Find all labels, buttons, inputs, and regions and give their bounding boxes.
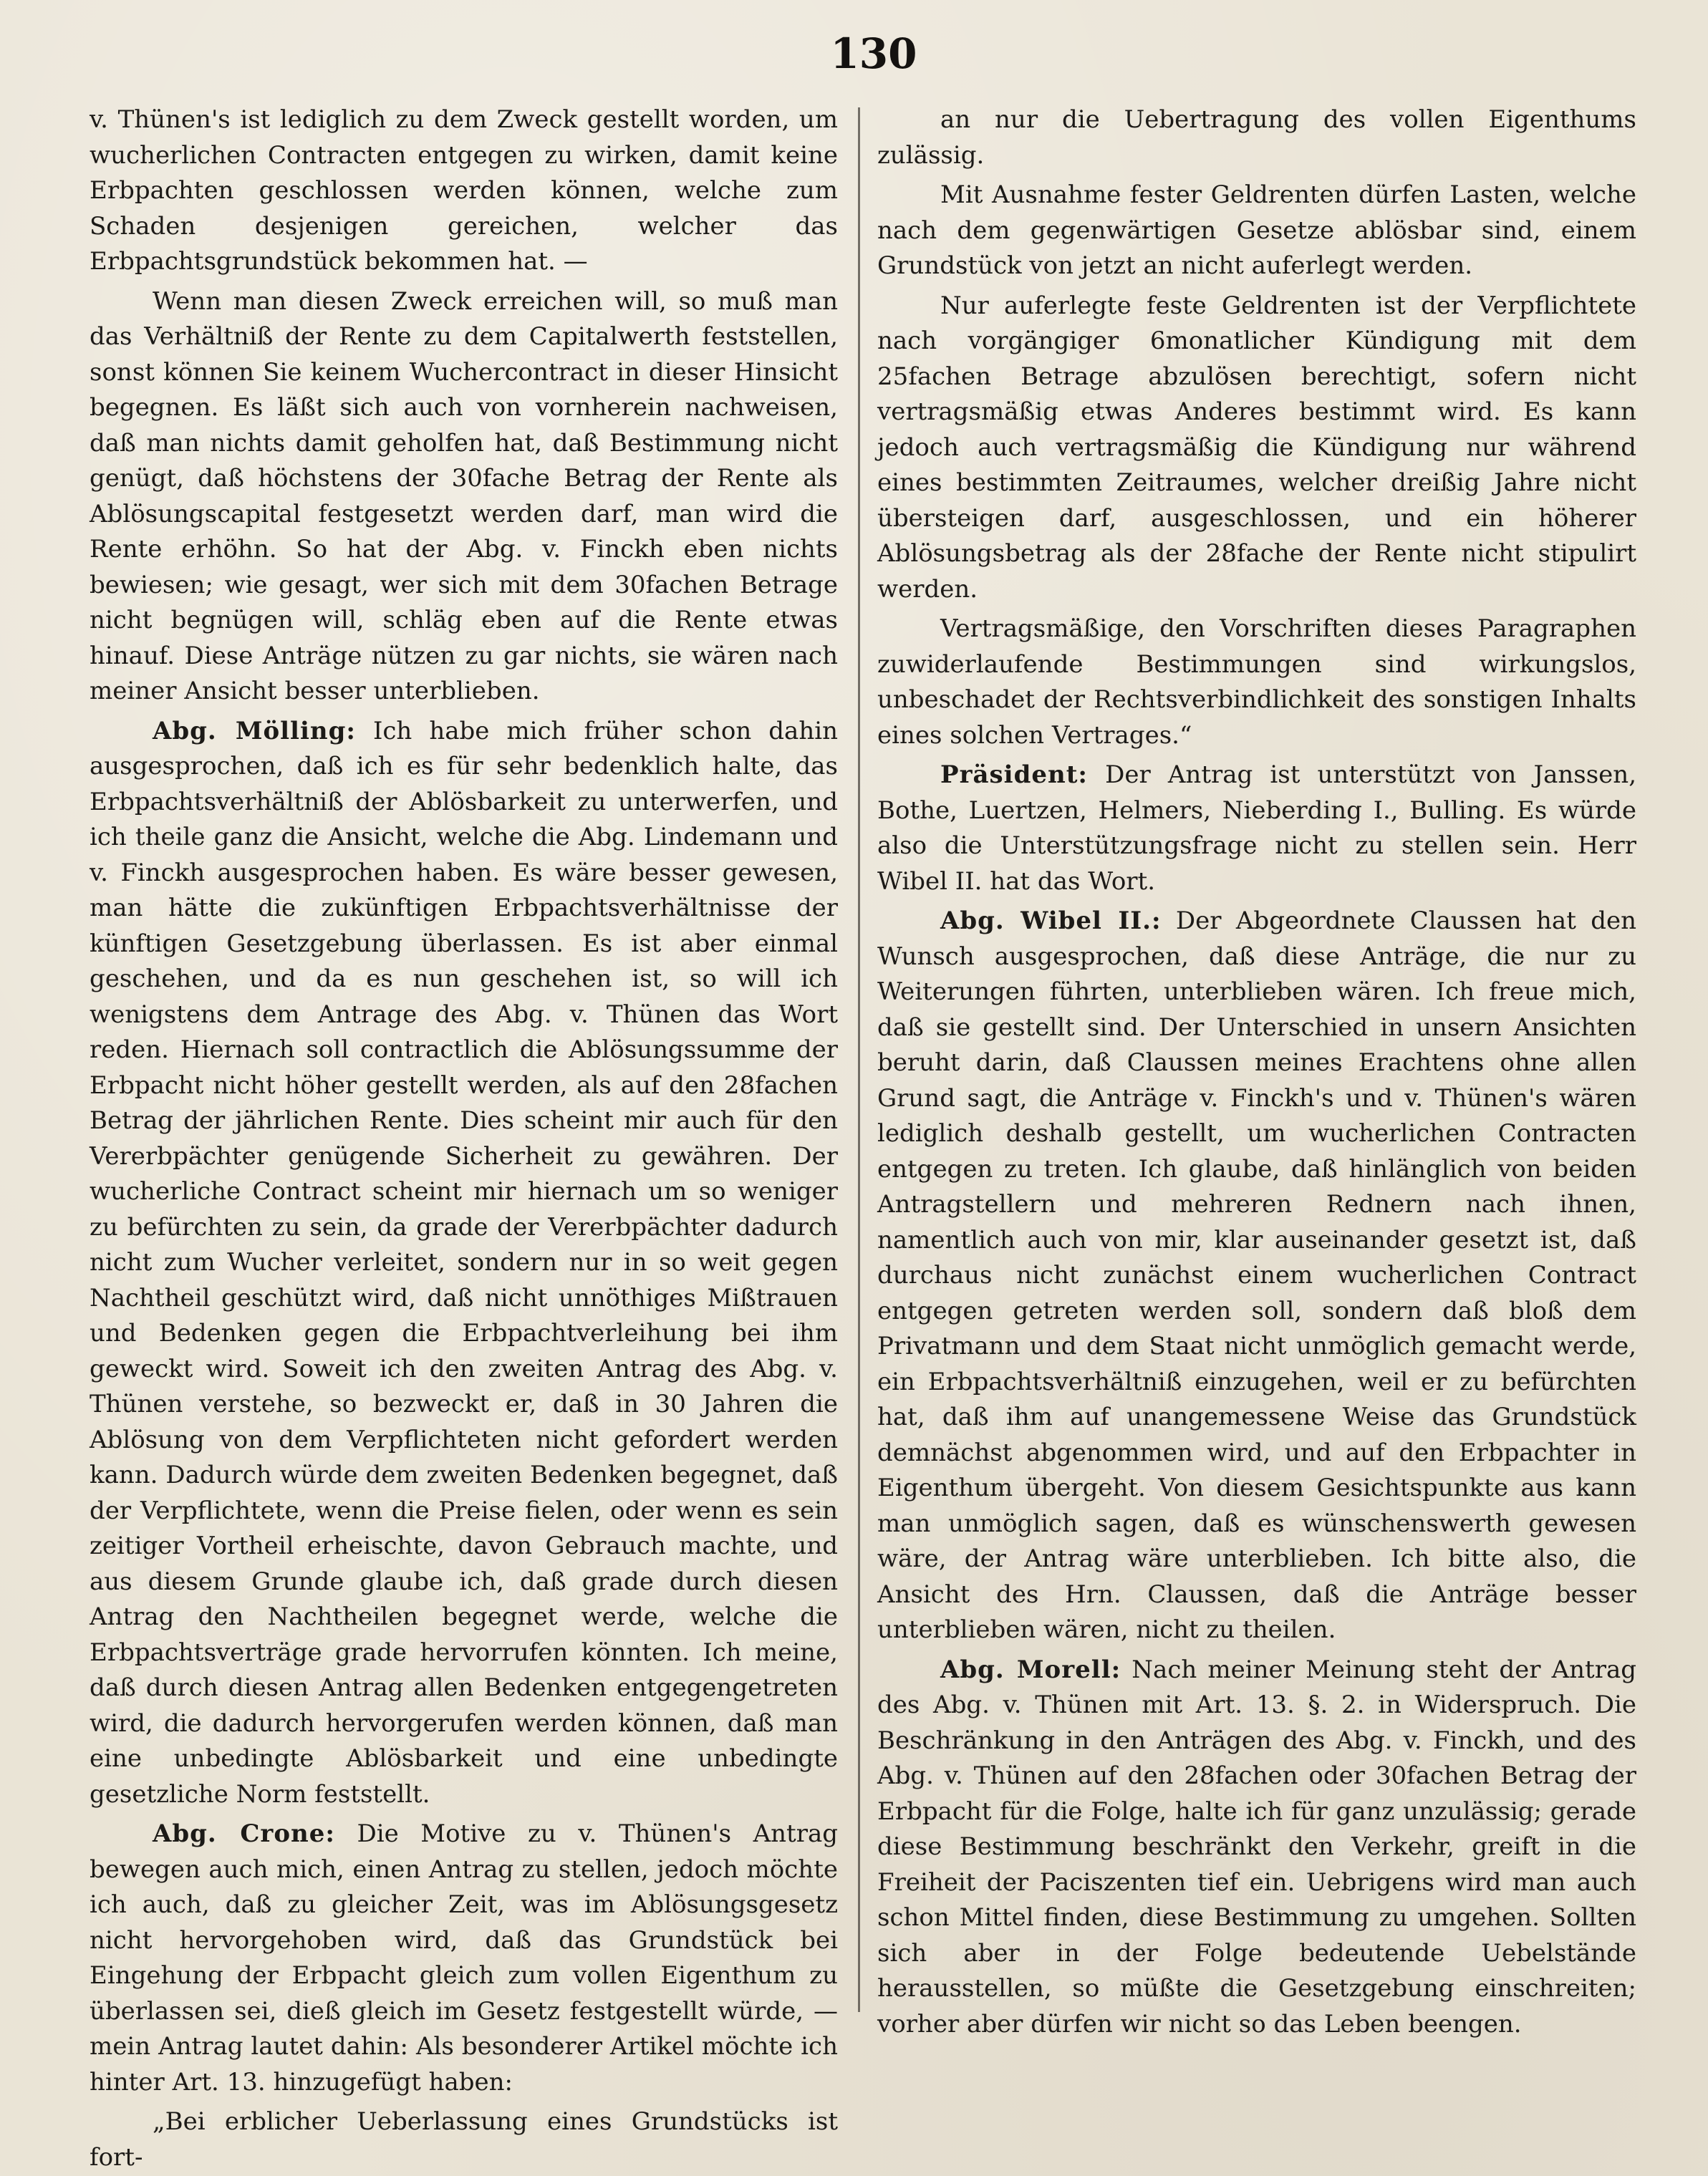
paragraph-2 [90, 284, 838, 710]
speaker-name: Abg. Morell: [940, 1655, 1121, 1684]
paragraph-morell [877, 1653, 1636, 2043]
quoted-motion-paragraph-3 [877, 289, 1636, 608]
paragraph-text: Nur auferlegte feste Geldrenten ist der Verpflichtete nach vorgängiger 6monatlicher Kündigung mit dem 25fachen Betrage abzulösen berechtigt, sofern nicht vertragsmäßig etwas Anderes bestimmt wird. Es kann jedoch auch vertragsmäßig die Kündigung nur während eines bestimmten Zeitraumes, welcher dreißig Jahre nicht übersteigen darf, ausgeschlossen, und ein höherer Ablösungsbetrag als der 28fache der Rente nicht stipulirt werden. [877, 291, 1636, 604]
paragraph-text: v. Thünen's ist lediglich zu dem Zweck gestellt worden, um wucherlichen Contracten entgegen zu wirken, damit keine Erbpachten geschlossen werden können, welche zum Schaden desjenigen gereichen, welcher das Erbpachtsgrundstück bekommen hat. — [90, 105, 838, 276]
page-number: 130 [830, 29, 917, 78]
speaker-name: Abg. Wibel II.: [940, 906, 1162, 935]
quoted-motion-continued [877, 102, 1636, 173]
paragraph-text: Mit Ausnahme fester Geldrenten dürfen Lasten, welche nach dem gegenwärtigen Gesetze ablösbar sind, einem Grundstück von jetzt an nicht auferlegt werden. [877, 180, 1636, 280]
paragraph-wibel [877, 904, 1636, 1648]
paragraph-text: Vertragsmäßige, den Vorschriften dieses Paragraphen zuwiderlaufende Bestimmungen sind wirkungslos, unbeschadet der Rechtsverbindlichkeit des sonstigen Inhalts eines solchen Vertrages.“ [877, 614, 1636, 750]
paragraph-moelling [90, 714, 838, 1813]
paragraph-1 [90, 102, 838, 280]
paragraph-text: Der Abgeordnete Claussen hat den Wunsch ausgesprochen, daß diese Anträge, die nur zu Weiterungen führten, unterblieben wären. Ich freue mich, daß sie gestellt sind. Der Unterschied in unsern Ansichten beruht darin, daß Claussen meines Erachtens ohne allen Grund sagt, die Anträge v. Finckh's und v. Thünen's wären lediglich deshalb gestellt, um wucherlichen Contracten entgegen zu treten. Ich glaube, daß hinlänglich von beiden Antragstellern und mehreren Rednern nach ihnen, namentlich auch von mir, klar auseinander gesetzt ist, daß durchaus nicht zunächst einem wucherlichen Contract entgegen getreten werden soll, sondern daß bloß dem Privatmann und dem Staat nicht unmöglich gemacht werde, ein Erbpachtsverhältniß einzugehen, weil er zu befürchten hat, daß ihm auf unangemessene Weise das Grundstück demnächst abgenommen wird, und auf den Erbpachter in Eigenthum übergeht. Von diesem Gesichtspunkte aus kann man unmöglich sagen, daß es wünschenswerth gewesen wäre, der Antrag wäre unterblieben. Ich bitte also, die Ansicht des Hrn. Claussen, daß die Anträge besser unterblieben wären, nicht zu theilen. [877, 906, 1636, 1644]
quoted-motion-start [90, 2104, 838, 2175]
column-divider [858, 107, 860, 2012]
speaker-name: Präsident: [940, 760, 1088, 789]
paragraph-text: Die Motive zu v. Thünen's Antrag bewegen auch mich, einen Antrag zu stellen, jedoch möchte ich auch, daß zu gleicher Zeit, was im Ablösungsgesetz nicht hervorgehoben wird, daß das Grundstück bei Eingehung der Erbpacht gleich zum vollen Eigenthum zu überlassen sei, dieß gleich im Gesetz festgestellt würde, — mein Antrag lautet dahin: Als besonderer Artikel möchte ich hinter Art. 13. hinzugefügt haben: [90, 1819, 838, 2097]
quoted-motion-paragraph-4 [877, 611, 1636, 753]
paragraph-text: an nur die Uebertragung des vollen Eigenthums zulässig. [877, 105, 1636, 170]
paragraph-text: Ich habe mich früher schon dahin ausgesprochen, daß ich es für sehr bedenklich halte, das Erbpachtsverhältniß der Ablösbarkeit zu unterwerfen, und ich theile ganz die Ansicht, welche die Abg. Lindemann und v. Finckh ausgesprochen haben. Es wäre besser gewesen, man hätte die zukünftigen Erbpachtsverhältnisse der künftigen Gesetzgebung überlassen. Es ist aber einmal geschehen, und da es nun geschehen ist, so will ich wenigstens dem Antrage des Abg. v. Thünen das Wort reden. Hiernach soll contractlich die Ablösungssumme der Erbpacht nicht höher gestellt werden, als auf den 28fachen Betrag der jährlichen Rente. Dies scheint mir auch für den Vererbpächter genügende Sicherheit zu gewähren. Der wucherliche Contract scheint mir hiernach um so weniger zu befürchten zu sein, da grade der Vererbpächter dadurch nicht zum Wucher verleitet, sondern nur in so weit gegen Nachtheil geschützt wird, daß nicht unnöthiges Mißtrauen und Bedenken gegen die Erbpachtverleihung bei ihm geweckt wird. Soweit ich den zweiten Antrag des Abg. v. Thünen verstehe, so bezweckt er, daß in 30 Jahren die Ablösung von dem Verpflichteten nicht gefordert werden kann. Dadurch würde dem zweiten Bedenken begegnet, daß der Verpflichtete, wenn die Preise fielen, oder wenn es sein zeitiger Vortheil erheischte, davon Gebrauch machte, und aus diesem Grunde glaube ich, daß grade durch diesen Antrag den Nachtheilen begegnet werde, welche die Erbpachtsverträge grade hervorrufen könnten. Ich meine, daß durch diesen Antrag allen Bedenken entgegengetreten wird, die dadurch hervorgerufen werden können, daß man eine unbedingte Ablösbarkeit und eine unbedingte gesetzliche Norm feststellt. [90, 716, 838, 1809]
paragraph-text: „Bei erblicher Ueberlassung eines Grundstücks ist fort- [90, 2107, 838, 2172]
paragraph-crone [90, 1817, 838, 2100]
paragraph-text: Der Antrag ist unterstützt von Janssen, Bothe, Luertzen, Helmers, Nieberding I., Bulling. Es würde also die Unterstützungsfrage nicht zu stellen sein. Herr Wibel II. hat das Wort. [877, 760, 1636, 896]
right-column [877, 102, 1636, 2057]
paragraph-praesident [877, 758, 1636, 899]
speaker-name: Abg. Mölling: [153, 716, 356, 745]
paragraph-text: Nach meiner Meinung steht der Antrag des Abg. v. Thünen mit Art. 13. §. 2. in Widerspruch. Die Beschränkung in den Anträgen des Abg. v. Finckh, und des Abg. v. Thünen auf den 28fachen oder 30fachen Betrag der Erbpacht für die Folge, halte ich für ganz unzulässig; gerade diese Bestimmung beschränkt den Verkehr, greift in die Freiheit der Paciszenten tief ein. Uebrigens wird man auch schon Mittel finden, diese Bestimmung zu umgehen. Sollten sich aber in der Folge bedeutende Uebelstände herausstellen, so müßte die Gesetzgebung einschreiten; vorher aber dürfen wir nicht so das Leben beengen. [877, 1655, 1636, 2039]
quoted-motion-paragraph-2 [877, 178, 1636, 284]
paragraph-text: Wenn man diesen Zweck erreichen will, so muß man das Verhältniß der Rente zu dem Capitalwerth feststellen, sonst können Sie keinem Wuchercontract in dieser Hinsicht begegnen. Es läßt sich auch von vornherein nachweisen, daß man nichts damit geholfen hat, daß Bestimmung nicht genügt, daß höchstens der 30fache Betrag der Rente als Ablösungscapital festgesetzt werden darf, man wird die Rente erhöhn. So hat der Abg. v. Finckh eben nichts bewiesen; wie gesagt, wer sich mit dem 30fachen Betrage nicht begnügen will, schläg eben auf die Rente etwas hinauf. Diese Anträge nützen zu gar nichts, sie wären nach meiner Ansicht besser unterblieben. [90, 286, 838, 705]
speaker-name: Abg. Crone: [153, 1819, 335, 1848]
left-column [90, 102, 838, 2172]
